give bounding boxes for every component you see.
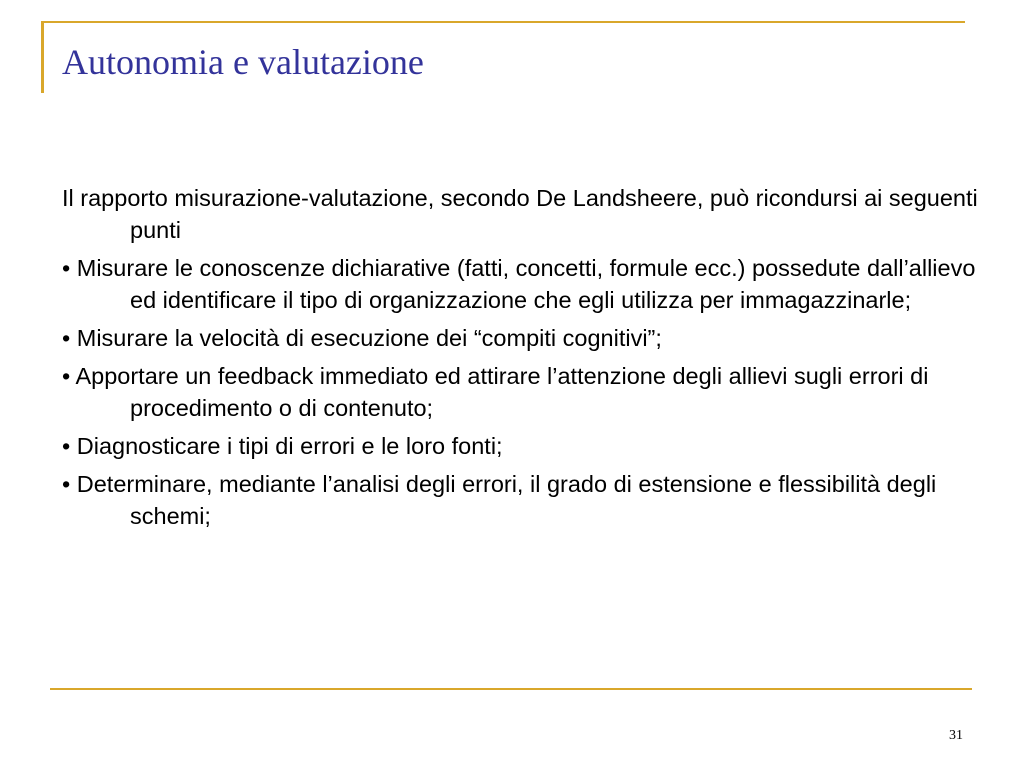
page-number: 31: [949, 728, 963, 743]
intro-paragraph: Il rapporto misurazione-valutazione, secondo De Landsheere, può ricondursi ai seguenti punti: [62, 185, 978, 243]
accent-line-vertical: [41, 21, 44, 93]
bullet-text: Misurare le conoscenze dichiarative (fatti, concetti, formule ecc.) possedute dall’allievo ed identificare il tipo di organizzazione che egli utilizza per immagazzinarle;: [76, 255, 976, 313]
bullet-marker: •: [62, 363, 71, 389]
bullet-text: Determinare, mediante l’analisi degli errori, il grado di estensione e flessibilità degli schemi;: [76, 471, 937, 529]
slide-body: [62, 182, 982, 538]
accent-line-top: [41, 21, 965, 23]
bullet-item: [62, 360, 982, 424]
bullet-item: [62, 468, 982, 532]
footer-rule: [50, 688, 972, 690]
bullet-marker: •: [62, 433, 71, 459]
bullet-text: Misurare la velocità di esecuzione dei “compiti cognitivi”;: [76, 325, 662, 351]
bullet-marker: •: [62, 325, 71, 351]
bullet-text: Diagnosticare i tipi di errori e le loro fonti;: [76, 433, 503, 459]
slide-title: Autonomia e valutazione: [62, 42, 424, 82]
bullet-item: [62, 322, 982, 354]
bullet-item: [62, 252, 982, 316]
bullet-text: Apportare un feedback immediato ed attirare l’attenzione degli allievi sugli errori di procedimento o di contenuto;: [75, 363, 929, 421]
bullet-marker: •: [62, 255, 71, 281]
bullet-item: [62, 430, 982, 462]
bullet-marker: •: [62, 471, 71, 497]
